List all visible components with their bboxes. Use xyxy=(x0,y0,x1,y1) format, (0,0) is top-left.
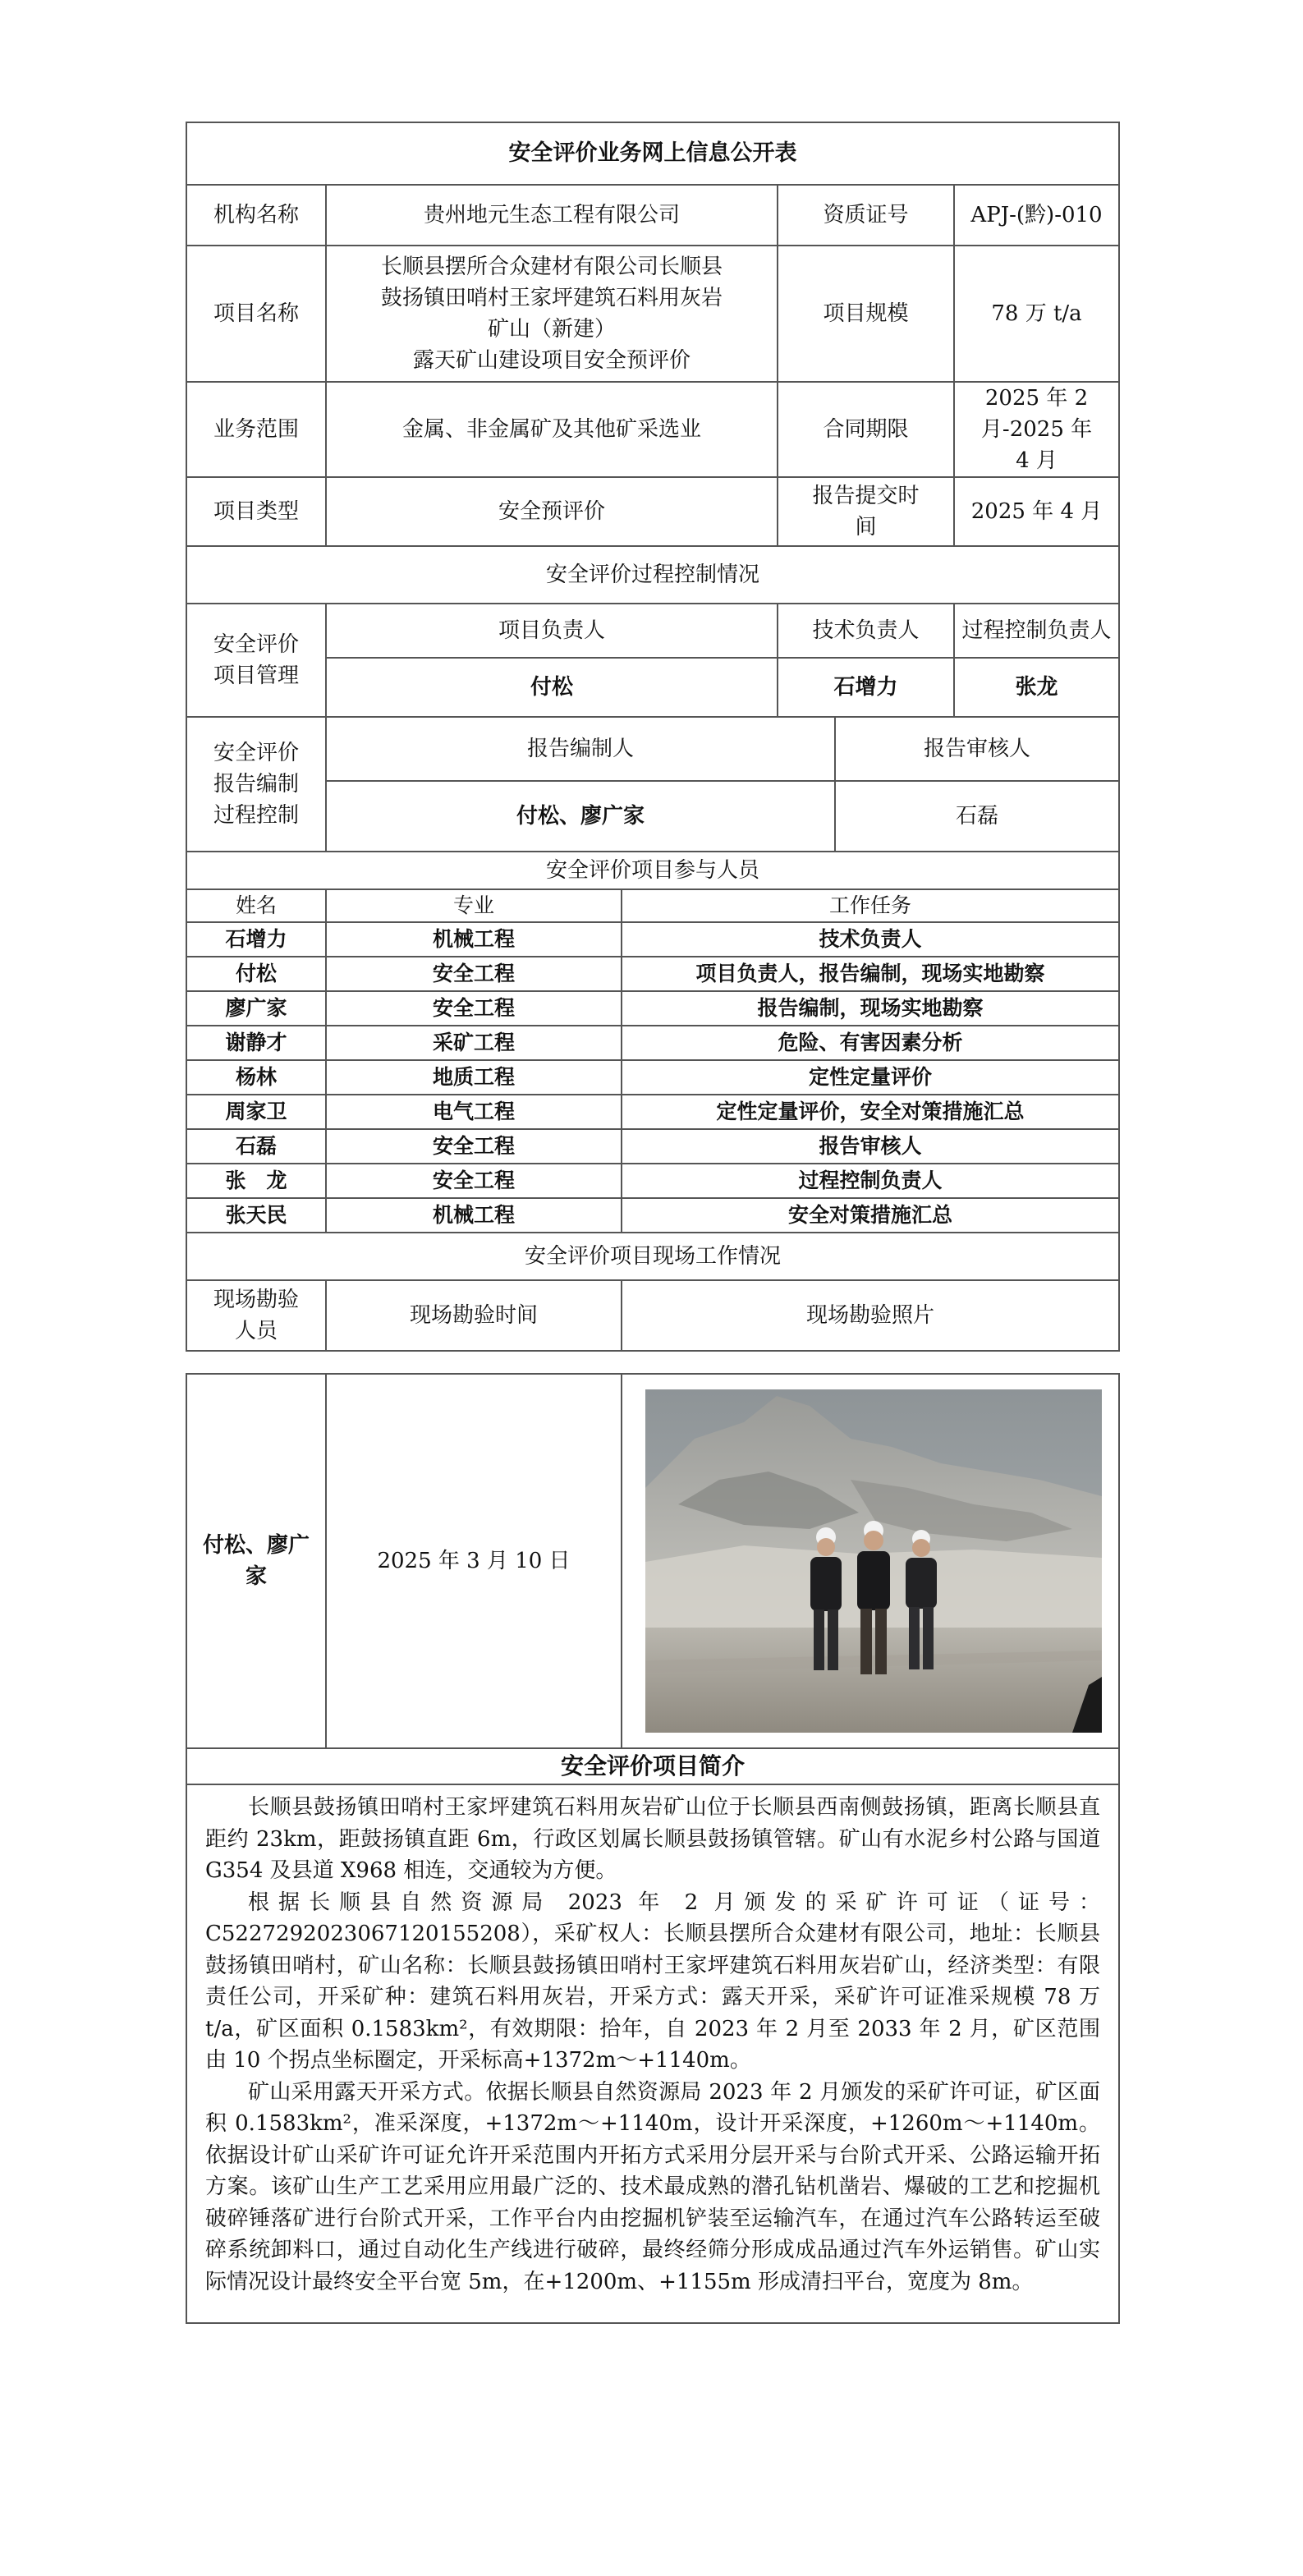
site-table xyxy=(186,1373,1120,2324)
participant-major: 安全工程 xyxy=(326,1164,622,1198)
time-label: 现场勘验时间 xyxy=(326,1280,622,1351)
disclosure-document xyxy=(186,122,1118,2324)
site-heading: 安全评价项目现场工作情况 xyxy=(186,1233,1119,1280)
col-header-task: 工作任务 xyxy=(622,889,1119,922)
table-row xyxy=(186,1095,1119,1129)
participant-major: 安全工程 xyxy=(326,1129,622,1164)
participant-name: 张 龙 xyxy=(186,1164,326,1198)
submit-label: 报告提交时 间 xyxy=(778,477,954,546)
participant-task: 技术负责人 xyxy=(622,922,1119,957)
participant-task: 报告编制，现场实地勘察 xyxy=(622,991,1119,1026)
type-value: 安全预评价 xyxy=(326,477,778,546)
table-row xyxy=(186,1060,1119,1095)
table-row xyxy=(186,957,1119,991)
intro-paragraph: 根据长顺县自然资源局 2023 年 2 月颁发的采矿许可证（证号：C5227292023067120155208），采矿权人：长顺县摆所合众建材有限公司，地址：长顺县鼓扬镇田哨村，矿山名称：长顺县鼓扬镇田哨村王家坪建筑石料用灰岩矿山，经济类型：有限责任公司，开采矿种：建筑石料用灰岩，开采方式：露天开采，采矿许可证准采规模 78 万 t/a，矿区面积 0.1583km²，有效期限：拾年，自 2023 年 2 月至 2033 年 2 月，矿区范围由 10 个拐点坐标圈定，开采标高+1372m～+1140m。 xyxy=(205,1890,1100,2073)
report-header-author: 报告编制人 xyxy=(326,717,835,781)
participant-task: 定性定量评价，安全对策措施汇总 xyxy=(622,1095,1119,1129)
mgmt-label: 安全评价 项目管理 xyxy=(186,604,326,717)
participant-major: 安全工程 xyxy=(326,991,622,1026)
table-row xyxy=(186,1129,1119,1164)
intro-body xyxy=(186,1784,1119,2323)
participant-name: 张天民 xyxy=(186,1198,326,1233)
participant-name: 石磊 xyxy=(186,1129,326,1164)
participant-major: 地质工程 xyxy=(326,1060,622,1095)
participant-name: 石增力 xyxy=(186,922,326,957)
site-photo xyxy=(645,1389,1102,1733)
project-label: 项目名称 xyxy=(186,246,326,382)
project-value: 长顺县摆所合众建材有限公司长顺县 鼓扬镇田哨村王家坪建筑石料用灰岩 矿山（新建） 露天矿山建设项目安全预评价 xyxy=(326,246,778,382)
table-row xyxy=(186,1198,1119,1233)
period-label: 合同期限 xyxy=(778,382,954,477)
participant-major: 电气工程 xyxy=(326,1095,622,1129)
org-value: 贵州地元生态工程有限公司 xyxy=(326,185,778,246)
report-value-reviewer: 石磊 xyxy=(835,781,1119,852)
table-row xyxy=(186,1164,1119,1198)
participant-name: 谢静才 xyxy=(186,1026,326,1060)
participant-task: 报告审核人 xyxy=(622,1129,1119,1164)
table-row xyxy=(186,922,1119,957)
participant-task: 安全对策措施汇总 xyxy=(622,1198,1119,1233)
participant-name: 周家卫 xyxy=(186,1095,326,1129)
mgmt-value-leader: 付松 xyxy=(326,658,778,717)
inspection-time-value: 2025 年 3 月 10 日 xyxy=(326,1374,622,1748)
participant-name: 廖广家 xyxy=(186,991,326,1026)
table-title: 安全评价业务网上信息公开表 xyxy=(186,122,1119,185)
table-row xyxy=(186,1026,1119,1060)
participant-task: 项目负责人，报告编制，现场实地勘察 xyxy=(622,957,1119,991)
report-value-author: 付松、廖广家 xyxy=(326,781,835,852)
intro-heading: 安全评价项目简介 xyxy=(186,1748,1119,1784)
scale-label: 项目规模 xyxy=(778,246,954,382)
scope-value: 金属、非金属矿及其他矿采选业 xyxy=(326,382,778,477)
report-header-reviewer: 报告审核人 xyxy=(835,717,1119,781)
info-table xyxy=(186,122,1120,852)
mgmt-header-process: 过程控制负责人 xyxy=(954,604,1119,658)
participant-name: 杨林 xyxy=(186,1060,326,1095)
participant-task: 危险、有害因素分析 xyxy=(622,1026,1119,1060)
report-label: 安全评价 报告编制 过程控制 xyxy=(186,717,326,852)
participant-name: 付松 xyxy=(186,957,326,991)
process-heading: 安全评价过程控制情况 xyxy=(186,546,1119,604)
period-value: 2025 年 2 月-2025 年 4 月 xyxy=(954,382,1119,477)
type-label: 项目类型 xyxy=(186,477,326,546)
submit-value: 2025 年 4 月 xyxy=(954,477,1119,546)
participant-major: 机械工程 xyxy=(326,1198,622,1233)
mgmt-header-tech: 技术负责人 xyxy=(778,604,954,658)
participant-major: 采矿工程 xyxy=(326,1026,622,1060)
participants-table xyxy=(186,851,1120,1352)
participant-major: 安全工程 xyxy=(326,957,622,991)
org-label: 机构名称 xyxy=(186,185,326,246)
participants-heading: 安全评价项目参与人员 xyxy=(186,852,1119,889)
col-header-name: 姓名 xyxy=(186,889,326,922)
cert-value: APJ-(黔)-010 xyxy=(954,185,1119,246)
scope-label: 业务范围 xyxy=(186,382,326,477)
participant-task: 过程控制负责人 xyxy=(622,1164,1119,1198)
mgmt-value-process: 张龙 xyxy=(954,658,1119,717)
intro-paragraph: 矿山采用露天开采方式。依据长顺县自然资源局 2023 年 2 月颁发的采矿许可证，矿区面积 0.1583km²，准采深度，+1372m～+1140m，设计开采深度，+1260m～+1140m。依据设计矿山采矿许可证允许开采范围内开拓方式采用分层开采与台阶式开采、公路运输开拓方案。该矿山生产工艺采用应用最广泛的、技术最成熟的潜孔钻机凿岩、爆破的工艺和挖掘机破碎锤落矿进行台阶式开采，工作平台内由挖掘机铲装至运输汽车，在通过汽车公路转运至破碎系统卸料口，通过自动化生产线进行破碎，最终经筛分形成成品通过汽车外运销售。矿山实际情况设计最终安全平台宽 5m，在+1200m、+1155m 形成清扫平台，宽度为 8m。 xyxy=(205,2079,1100,2294)
cert-label: 资质证号 xyxy=(778,185,954,246)
mgmt-value-tech: 石增力 xyxy=(778,658,954,717)
inspector-label: 现场勘验 人员 xyxy=(186,1280,326,1351)
scale-value: 78 万 t/a xyxy=(954,246,1119,382)
intro-paragraph: 长顺县鼓扬镇田哨村王家坪建筑石料用灰岩矿山位于长顺县西南侧鼓扬镇，距离长顺县直距约 23km，距鼓扬镇直距 6m，行政区划属长顺县鼓扬镇管辖。矿山有水泥乡村公路与国道 G354 及县道 X968 相连，交通较为方便。 xyxy=(205,1795,1100,1883)
site-photo-cell xyxy=(622,1374,1119,1748)
participant-major: 机械工程 xyxy=(326,922,622,957)
inspectors-value: 付松、廖广 家 xyxy=(186,1374,326,1748)
participant-task: 定性定量评价 xyxy=(622,1060,1119,1095)
mgmt-header-leader: 项目负责人 xyxy=(326,604,778,658)
col-header-major: 专业 xyxy=(326,889,622,922)
photo-label: 现场勘验照片 xyxy=(622,1280,1119,1351)
table-row xyxy=(186,991,1119,1026)
